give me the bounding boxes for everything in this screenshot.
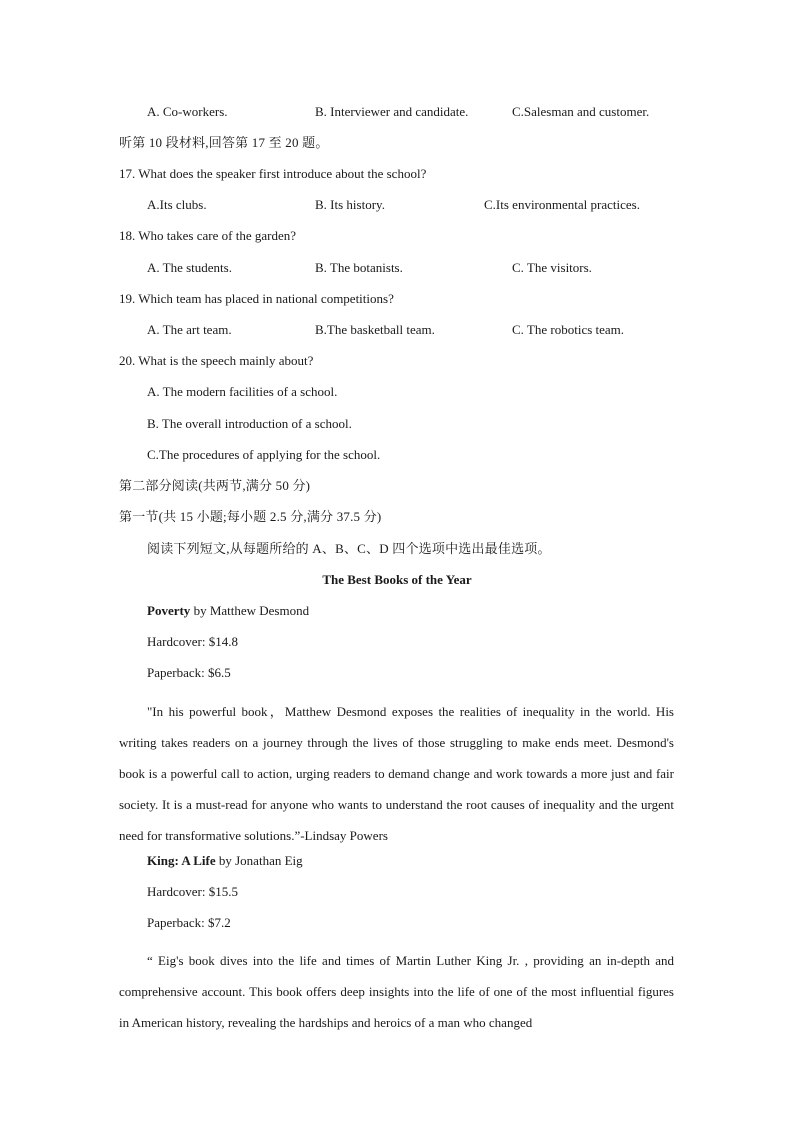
article-title: The Best Books of the Year: [322, 572, 472, 587]
book-1-hardcover: Hardcover: $14.8: [147, 634, 238, 649]
section-instruction: 听第 10 段材料,回答第 17 至 20 题。: [119, 135, 329, 150]
book-2-paperback: Paperback: $7.2: [147, 915, 231, 930]
q18-option-c: C. The visitors.: [512, 260, 592, 275]
question-19: 19. Which team has placed in national competitions?: [119, 291, 394, 306]
q20-option-c: C.The procedures of applying for the school.: [147, 447, 381, 462]
q16-option-c: C.Salesman and customer.: [512, 104, 650, 119]
book-1-author: by Matthew Desmond: [190, 603, 310, 618]
book-1-title: Poverty: [147, 603, 191, 618]
q17-option-a: A.Its clubs.: [147, 197, 207, 212]
q20-option-a: A. The modern facilities of a school.: [147, 384, 338, 399]
q19-option-b: B.The basketball team.: [315, 322, 435, 337]
q17-option-b: B. Its history.: [315, 197, 385, 212]
book-2-author: by Jonathan Eig: [215, 853, 303, 868]
q19-option-c: C. The robotics team.: [512, 322, 625, 337]
q18-option-b: B. The botanists.: [315, 260, 403, 275]
question-20: 20. What is the speech mainly about?: [119, 353, 314, 368]
book-1-paperback: Paperback: $6.5: [147, 665, 231, 680]
book-1-review: "In his powerful book，Matthew Desmond exposes the realities of inequality in the world. His writing takes readers on a journey through the lives of those struggling to make ends meet. Desmond's book is a powerful call to action, urging readers to demand change and work towards a more just and fair society. It is a must-read for anyone who wants to understand the root causes of inequality and the urgent need for transformative solutions.”-Lindsay Powers: [119, 704, 674, 844]
question-18: 18. Who takes care of the garden?: [119, 228, 296, 243]
reading-instruction: 阅读下列短文,从每题所给的 A、B、C、D 四个选项中选出最佳选项。: [147, 541, 551, 556]
book-2-title: King: A Life: [147, 853, 216, 868]
book-2-hardcover: Hardcover: $15.5: [147, 884, 238, 899]
section1-heading: 第一节(共 15 小题;每小题 2.5 分,满分 37.5 分): [119, 509, 382, 524]
q16-option-a: A. Co-workers.: [147, 104, 228, 119]
q17-option-c: C.Its environmental practices.: [484, 197, 640, 212]
q16-option-b: B. Interviewer and candidate.: [315, 104, 469, 119]
part2-heading: 第二部分阅读(共两节,满分 50 分): [119, 478, 311, 493]
q18-option-a: A. The students.: [147, 260, 232, 275]
question-17: 17. What does the speaker first introduce about the school?: [119, 166, 427, 181]
q20-option-b: B. The overall introduction of a school.: [147, 416, 352, 431]
book-2-review: “ Eig's book dives into the life and times of Martin Luther King Jr. , providing an in-depth and comprehensive account. This book offers deep insights into the life of one of the most influential figures in American history, revealing the hardships and heroics of a man who changed: [119, 953, 674, 1031]
book-1-heading: [147, 602, 309, 620]
book-2-heading: [147, 852, 303, 870]
q19-option-a: A. The art team.: [147, 322, 232, 337]
